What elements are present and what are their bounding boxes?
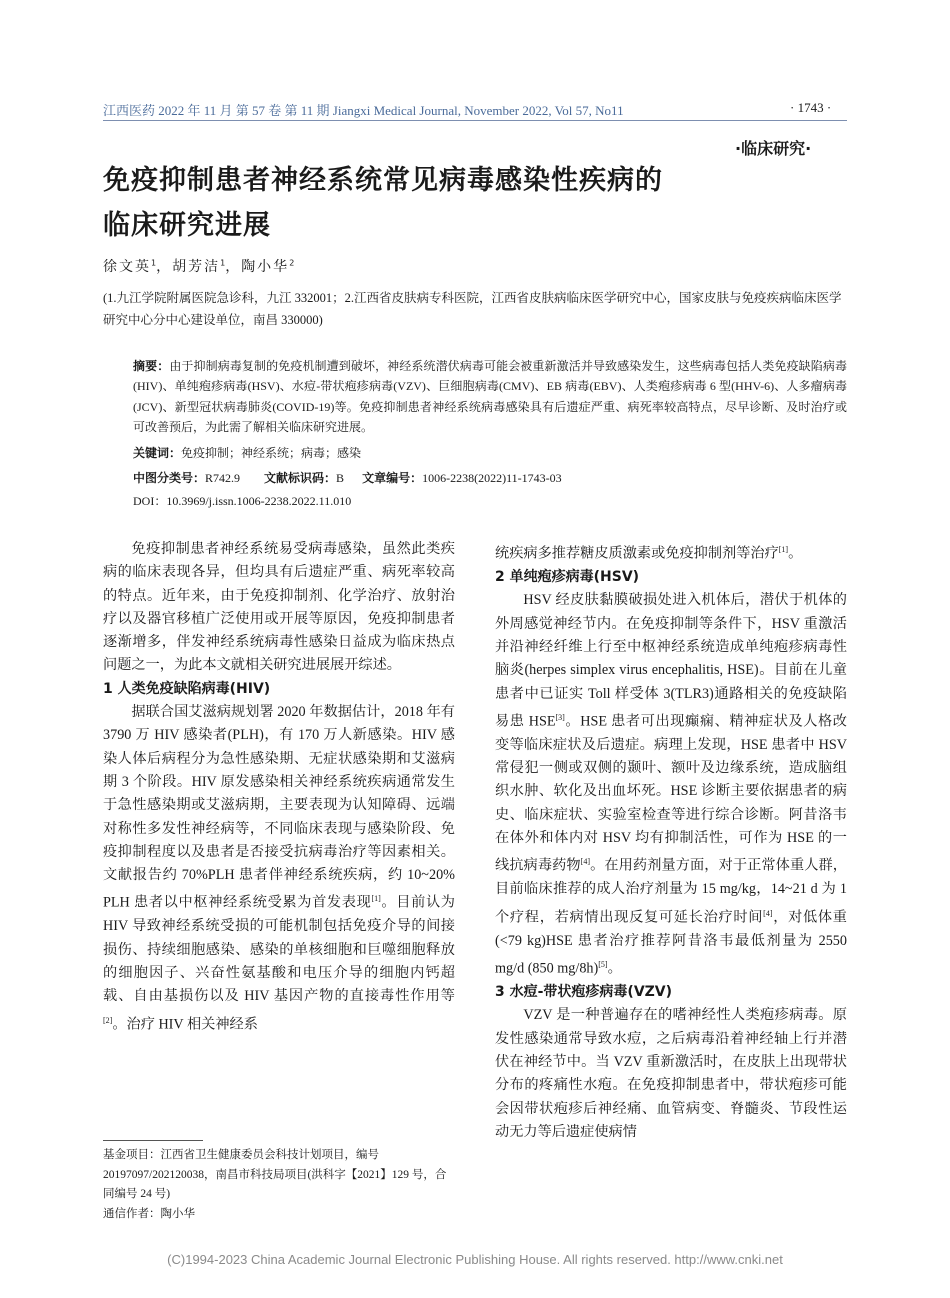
author-affiliation-mark: 1 <box>220 258 226 268</box>
keywords <box>133 444 361 461</box>
author-affiliation-mark: 2 <box>289 258 295 268</box>
clc-label: 中图分类号： <box>133 471 206 485</box>
hsv-paragraph <box>495 589 847 981</box>
section-heading-hsv: 2 单纯疱疹病毒(HSV) <box>495 569 640 586</box>
clc-value: R742.9 <box>205 471 241 485</box>
classification-line <box>133 469 562 486</box>
corresponding-author: 通信作者：陶小华 <box>103 1207 195 1220</box>
abstract-label: 摘要： <box>133 359 170 373</box>
keywords-label: 关键词： <box>133 446 182 460</box>
citation-ref: [3] <box>555 712 565 722</box>
citation-ref: [1] <box>778 545 789 554</box>
section-heading-hiv: 1 人类免疫缺陷病毒(HIV) <box>103 680 271 697</box>
hsv-text-e: 。 <box>607 960 622 977</box>
section-heading-vzv: 3 水痘-带状疱疹病毒(VZV) <box>495 984 673 1001</box>
continued-end: 。 <box>788 545 803 562</box>
hsv-text-b: 。HSE 患者可出现癫痫、精神症状及人格改变等临床症状及后遗症。病理上发现，HSE 患者中 HSV 常侵犯一侧或双侧的颞叶、额叶及边缘系统，造成脑组织水肿、软化及出血坏死。HSE 诊断主要依据患者的病史、临床症状、实验室检查等进行综合诊断。阿昔洛韦在体外和体内对 HSV 均有抑制活性，可作为 HSE 的一线抗病毒药物 <box>495 713 847 875</box>
article-number-value: 1006-2238(2022)11-1743-03 <box>422 471 562 485</box>
right-column <box>495 538 847 1144</box>
footnote-rule <box>103 1140 203 1141</box>
article-number-label: 文章编号： <box>362 471 423 485</box>
left-column <box>103 538 455 1037</box>
abstract <box>133 356 847 438</box>
journal-header: 江西医药 2022 年 11 月 第 57 卷 第 11 期 Jiangxi Medical Journal, November 2022, Vol 57, No11 <box>103 103 624 118</box>
keywords-text: 免疫抑制；神经系统；病毒；感染 <box>181 446 362 460</box>
author-list: 徐文英$^1$，胡芳洁$^1$，陶小华$^2$ <box>103 258 295 275</box>
copyright-watermark: (C)1994-2023 China Academic Journal Electronic Publishing House. All rights reserved. http://www.cnki.net <box>167 1252 783 1267</box>
author-name: 陶小华 <box>241 259 290 275</box>
article-title: 免疫抑制患者神经系统常见病毒感染性疾病的临床研究进展 <box>103 165 663 241</box>
doc-code-label: 文献标识码： <box>264 471 337 485</box>
author-name: 徐文英 <box>103 259 151 275</box>
intro-paragraph: 免疫抑制患者神经系统易受病毒感染，虽然此类疾病的临床表现各异，但均具有后遗症严重、病死率较高的特点。近年来，由于免疫抑制剂、化学治疗、放射治疗以及器官移植广泛使用或开展等原因，免疫抑制患者逐渐增多，伴发神经系统病毒性感染日益成为临床热点问题之一，为此本文就相关研究进展展开综述。 <box>103 541 455 674</box>
hsv-text-d: ，对低体重(<79 kg)HSE 患者治疗推荐阿昔洛韦最低剂量为 2550 mg/d (850 mg/8h) <box>495 909 847 977</box>
abstract-text: 由于抑制病毒复制的免疫机制遭到破坏，神经系统潜伏病毒可能会被重新激活并导致感染发生，这些病毒包括人类免疫缺陷病毒(HIV)、单纯疱疹病毒(HSV)、水痘-带状疱疹病毒(VZV)、巨细胞病毒(CMV)、EB 病毒(EBV)、人类疱疹病毒 6 型(HHV-6)、人多瘤病毒(JCV)、新型冠状病毒肺炎(COVID-19)等。免疫抑制患者神经系统病毒感染具有后遗症严重、病死率较高特点，尽早诊断、及时治疗或可改善预后，为此需了解相关临床研究进展。 <box>133 359 847 435</box>
footnote <box>103 1146 455 1224</box>
citation-ref: [2] <box>103 1015 113 1025</box>
vzv-paragraph: VZV 是一种普遍存在的嗜神经性人类疱疹病毒。原发性感染通常导致水痘，之后病毒沿着神经轴上行并潜伏在神经节中。当 VZV 重新激活时，在皮肤上出现带状分布的疼痛性水疱。在免疫抑制患者中，带状疱疹可能会因带状疱疹后神经痛、血管病变、脊髓炎、节段性运动无力等后遗症使病情 <box>495 1007 847 1140</box>
continued-paragraph <box>495 538 847 566</box>
hiv-text-a: 据联合国艾滋病规划署 2020 年数据估计，2018 年有 3790 万 HIV 感染者(PLH)，有 170 万人新感染。HIV 感染人体后病程分为急性感染期、无症状感染期和艾滋病期 3 个阶段。HIV 原发感染相关神经系统疾病通常发生于急性感染期或艾滋病期，主要表现为认知障碍、远端对称性多发性神经病等，不同临床表现与感染阶段、免疫抑制程度以及患者是否接受抗病毒治疗等因素相关。文献报告约 70%PLH 患者伴神经系统疾病，约 10~20% PLH 患者以中枢神经系统受累为首发表现 <box>103 704 455 912</box>
hiv-text-b: 。目前认为 HIV 导致神经系统受损的可能机制包括免疫介导的间接损伤、持续细胞感染、感染的单核细胞和巨噬细胞释放的细胞因子、兴奋性氨基酸和电压介导的细胞内钙超载、自由基损伤以及 HIV 基因产物的直接毒性作用等 <box>103 895 455 1005</box>
citation-ref: [4] <box>580 857 590 867</box>
author-name: 胡芳洁 <box>172 259 221 275</box>
citation-ref: [4] <box>763 908 773 918</box>
affiliation: (1.九江学院附属医院急诊科，九江 332001；2.江西省皮肤病专科医院，江西省皮肤病临床医学研究中心，国家皮肤与免疫疾病临床医学研究中心分中心建设单位，南昌 330000) <box>103 291 842 327</box>
header-rule <box>103 120 847 121</box>
hsv-text-a: HSV 经皮肤黏膜破损处进入机体后，潜伏于机体的外周感觉神经节内。在免疫抑制等条件下，HSV 重激活并沿神经纤维上行至中枢神经系统造成单纯疱疹病毒性脑炎(herpes simplex virus encephalitis, HSE)。目前在儿童患者中已证实 Toll 样受体 3(TLR3)通路相关的免疫缺陷易患 HSE <box>495 592 847 730</box>
doi: DOI：10.3969/j.issn.1006-2238.2022.11.010 <box>133 494 352 508</box>
doc-code-value: B <box>336 471 345 485</box>
continued-text: 统疾病多推荐糖皮质激素或免疫抑制剂等治疗 <box>495 545 779 562</box>
page-number: · 1743 · <box>790 100 832 115</box>
section-tag: ·临床研究· <box>735 139 812 158</box>
hiv-paragraph <box>103 701 455 1037</box>
citation-ref: [1] <box>371 894 381 904</box>
hiv-text-c: 。治疗 HIV 相关神经系 <box>112 1016 258 1033</box>
hsv-text-c: 。在用药剂量方面，对于正常体重人群，目前临床推荐的成人治疗剂量为 15 mg/kg，14~21 d 为 1 个疗程，若病情出现反复可延长治疗时间 <box>495 858 847 926</box>
author-affiliation-mark: 1 <box>151 258 157 268</box>
fund-note: 基金项目：江西省卫生健康委员会科技计划项目，编号 20197097/202120038，南昌市科技局项目(洪科字【2021】129 号，合同编号 24 号) <box>103 1149 447 1200</box>
citation-ref: [5] <box>598 959 608 969</box>
